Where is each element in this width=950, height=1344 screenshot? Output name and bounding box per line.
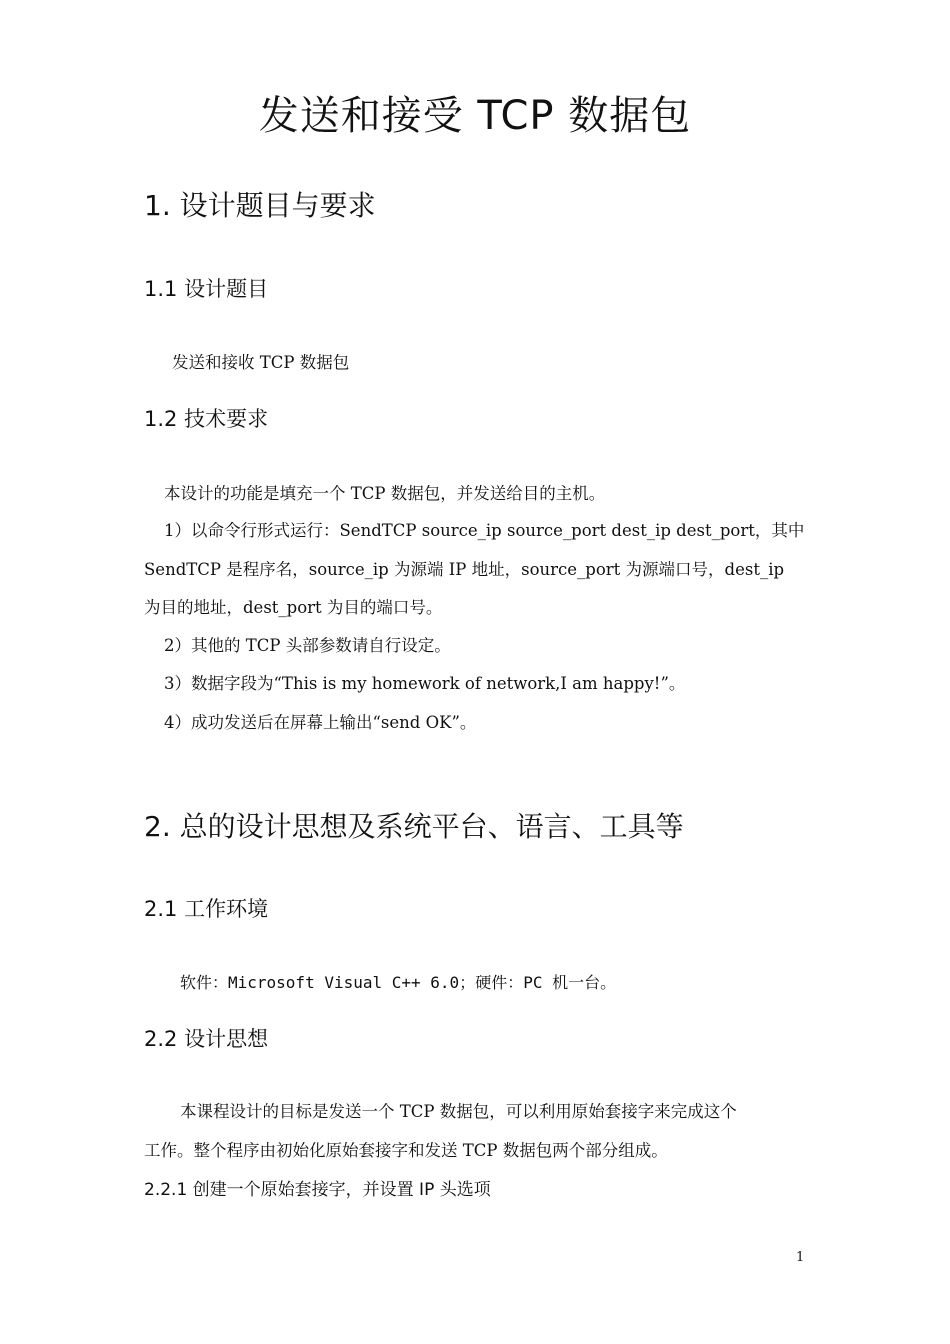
requirement-line: SendTCP 是程序名，source_ip 为源端 IP 地址，source_port 为源端口号，dest_ip [144, 560, 785, 579]
subsection-heading-1-1: 1.1 设计题目 [144, 277, 269, 301]
subsection-heading-1-2: 1.2 技术要求 [144, 407, 269, 431]
design-topic-text: 发送和接收 TCP 数据包 [172, 353, 350, 372]
requirement-line: 2）其他的 TCP 头部参数请自行设定。 [164, 636, 451, 655]
design-idea-line: 工作。整个程序由初始化原始套接字和发送 TCP 数据包两个部分组成。 [144, 1141, 668, 1160]
requirement-line: 4）成功发送后在屏幕上输出“send OK”。 [164, 713, 477, 732]
requirement-line: 为目的地址，dest_port 为目的端口号。 [144, 598, 443, 617]
subsection-heading-2-2: 2.2 设计思想 [144, 1027, 269, 1051]
page-number: 1 [796, 1250, 805, 1265]
requirement-line: 1）以命令行形式运行：SendTCP source_ip source_port dest_ip dest_port，其中 [164, 521, 805, 540]
subsection-heading-2-1: 2.1 工作环境 [144, 897, 269, 921]
subsubsection-heading-2-2-1: 2.2.1 创建一个原始套接字，并设置 IP 头选项 [144, 1180, 491, 1200]
document-title: 发送和接受 TCP 数据包 [258, 93, 692, 139]
section-heading-1: 1. 设计题目与要求 [144, 189, 376, 222]
requirement-paragraph: 本设计的功能是填充一个 TCP 数据包，并发送给目的主机。 [164, 484, 606, 503]
requirement-line: 3）数据字段为“This is my homework of network,I am happy!”。 [164, 674, 686, 693]
work-environment-text: 软件：Microsoft Visual C++ 6.0；硬件：PC 机一台。 [180, 973, 617, 992]
section-heading-2: 2. 总的设计思想及系统平台、语言、工具等 [144, 810, 684, 843]
design-idea-line: 本课程设计的目标是发送一个 TCP 数据包，可以利用原始套接字来完成这个 [180, 1102, 737, 1121]
